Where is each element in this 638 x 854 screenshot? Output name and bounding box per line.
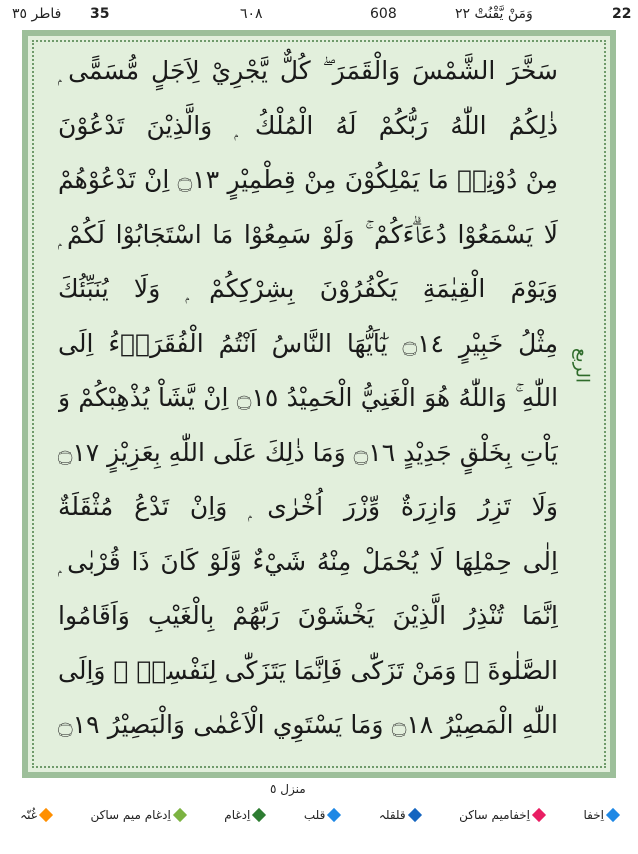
legend-marker-icon xyxy=(327,808,341,822)
legend-item-ghunna xyxy=(20,808,51,822)
legend-label: قلقلہ xyxy=(378,808,406,822)
surah-number: 35 xyxy=(90,6,110,22)
legend-label: اِخفا xyxy=(583,808,604,822)
legend-label: قلب xyxy=(303,808,326,822)
legend-marker-icon xyxy=(173,808,187,822)
legend-item-ikhfa-meem xyxy=(459,808,544,822)
verse-line-13: اللّٰهِ الْمَصِيْرُ ۝١٨ وَمَا يَسْتَوِي الْاَعْمٰى وَالْبَصِيْرُ ۝١٩ xyxy=(58,710,558,739)
tajweed-legend xyxy=(20,800,618,830)
legend-marker-icon xyxy=(606,808,620,822)
legend-item-qalqala xyxy=(379,808,420,822)
legend-marker-icon xyxy=(252,808,266,822)
surah-name-arabic: فاطر ٣٥ xyxy=(12,6,62,22)
legend-item-qalb xyxy=(304,808,340,822)
verse-line-11: اِنَّمَا تُنْذِرُ الَّذِيْنَ يَخْشَوْنَ رَبَّهُمْ بِالْغَيْبِ وَاَقَامُوا xyxy=(58,601,558,630)
legend-label: اِدغام xyxy=(224,808,251,822)
verse-line-4: لَا يَسْمَعُوْا دُعَاۗءَكُمْ ۚ وَلَوْ سَمِعُوْا مَا اسْتَجَابُوْا لَكُمْ ۭ xyxy=(58,219,558,249)
verse-line-6: مِثْلُ خَبِيْرٍ ۝١٤ يٰٓاَيُّهَا النَّاسُ اَنْتُمُ الْفُقَرَاۗءُ اِلَى xyxy=(58,328,558,358)
verse-line-2: ذٰلِكُمُ اللّٰهُ رَبُّكُمْ لَهُ الْمُلْكُ ۭ وَالَّذِيْنَ تَدْعُوْنَ xyxy=(58,110,558,140)
quran-page-frame xyxy=(22,30,616,778)
verse-line-7: اللّٰهِ ۚ وَاللّٰهُ هُوَ الْغَنِيُّ الْحَمِيْدُ ۝١٥ اِنْ يَّشَاْ يُذْهِبْكُمْ وَ xyxy=(58,383,558,412)
rub-marker xyxy=(564,296,600,436)
verse-line-1: سَخَّرَ الشَّمْسَ وَالْقَمَرَ ۖ كُلٌّ يَّجْرِيْ لِاَجَلٍ مُّسَمًّى ۭ xyxy=(58,56,558,85)
legend-marker-icon xyxy=(39,808,53,822)
legend-label: اِخفامیم ساکن xyxy=(459,808,531,822)
verse-line-10: اِلٰى حِمْلِهَا لَا يُحْمَلْ مِنْهُ شَيْءٌ وَّلَوْ كَانَ ذَا قُرْبٰى ۭ xyxy=(58,546,558,576)
manzil-label: منزل ٥ xyxy=(270,782,306,796)
verse-line-12: الصَّلٰوةَ ۭ وَمَنْ تَزَكّٰى فَاِنَّمَا يَتَزَكّٰى لِنَفْسِهٖ ۭ وَاِلَى xyxy=(58,655,558,685)
legend-item-idgham-meem xyxy=(91,808,185,822)
legend-label: اِدغام میم ساکن xyxy=(90,808,171,822)
legend-item-idgham xyxy=(224,808,264,822)
legend-marker-icon xyxy=(532,808,546,822)
verse-lines xyxy=(58,44,558,753)
verse-line-3: مِنْ دُوْنِهٖ مَا يَمْلِكُوْنَ مِنْ قِطْمِيْرٍ ۝١٣ اِنْ تَدْعُوْهُمْ xyxy=(58,165,558,194)
legend-item-ikhfa xyxy=(584,808,618,822)
rub-marker-label: الربع xyxy=(571,348,593,384)
page-header xyxy=(0,0,638,30)
legend-label: غُنّہ xyxy=(20,808,38,822)
verse-line-5: وَيَوْمَ الْقِيٰمَةِ يَكْفُرُوْنَ بِشِرْكِكُمْ ۭ وَلَا يُنَبِّئُكَ xyxy=(58,274,558,303)
page-number: 608 xyxy=(370,6,397,22)
verse-line-9: وَلَا تَزِرُ وَازِرَةٌ وِّزْرَ اُخْرٰى ۭ وَاِنْ تَدْعُ مُثْقَلَةٌ xyxy=(58,492,558,521)
verse-line-8: يَاْتِ بِخَلْقٍ جَدِيْدٍ ۝١٦ وَمَا ذٰلِكَ عَلَى اللّٰهِ بِعَزِيْزٍ ۝١٧ xyxy=(58,437,558,467)
page-number-arabic: ٦٠٨ xyxy=(240,6,263,22)
legend-marker-icon xyxy=(408,808,422,822)
juz-name-arabic: وَمَنْ يَّقْنُتْ ٢٢ xyxy=(455,6,533,22)
juz-number: 22 xyxy=(612,6,632,22)
